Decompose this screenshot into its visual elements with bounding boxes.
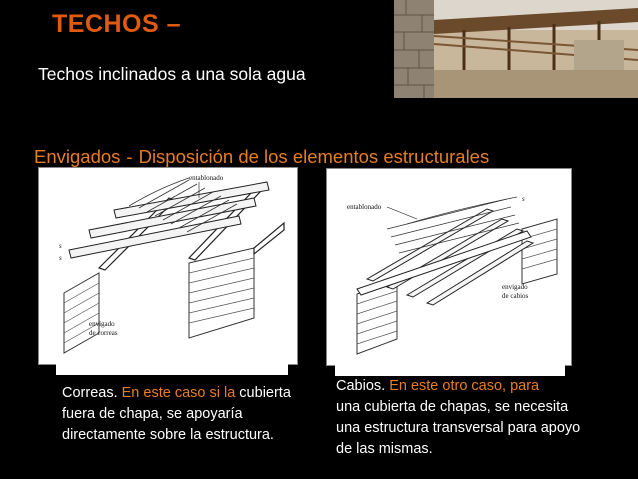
slide-subtitle: Techos inclinados a una sola agua — [38, 64, 306, 84]
section-text: Disposición de los elementos estructurales — [138, 146, 490, 167]
section-heading — [34, 146, 489, 168]
right-s-label: s — [522, 195, 525, 203]
slide-title: TECHOS – — [52, 10, 182, 38]
caption-correas-highlight: En este caso si la — [117, 385, 236, 401]
caption-cabios-highlight: En este otro caso, para — [385, 378, 540, 394]
diagram-correas — [38, 167, 298, 365]
section-label: Envigados — [34, 146, 121, 167]
left-bottom-label-1: envigado — [89, 320, 115, 328]
left-bottom-label-2: de correas — [89, 329, 118, 337]
left-s-label-1: s — [59, 242, 62, 250]
caption-correas-term: Correas. — [62, 385, 118, 401]
right-bottom-label-1: envigado — [502, 283, 528, 291]
right-top-label: entablonado — [347, 203, 382, 211]
section-separator: - — [126, 146, 133, 167]
diagram-cabios — [326, 168, 572, 366]
left-s-label-2: s — [59, 254, 62, 262]
caption-cabios-term: Cabios. — [336, 378, 386, 394]
caption-cabios-text: una cubierta de chapas, se necesita una estructura transversal para apoyo de las mismas. — [336, 399, 581, 457]
caption-correas — [62, 383, 294, 446]
right-bottom-label-2: de cabios — [502, 292, 529, 300]
left-panel-strip — [56, 363, 288, 375]
left-top-label: entablonado — [189, 174, 224, 182]
caption-correas-text: cubierta fuera de chapa, se apoyaría directamente sobre la estructura. — [62, 385, 291, 443]
house-photo — [394, 0, 638, 98]
caption-cabios — [336, 376, 596, 460]
right-panel-strip — [335, 364, 565, 376]
